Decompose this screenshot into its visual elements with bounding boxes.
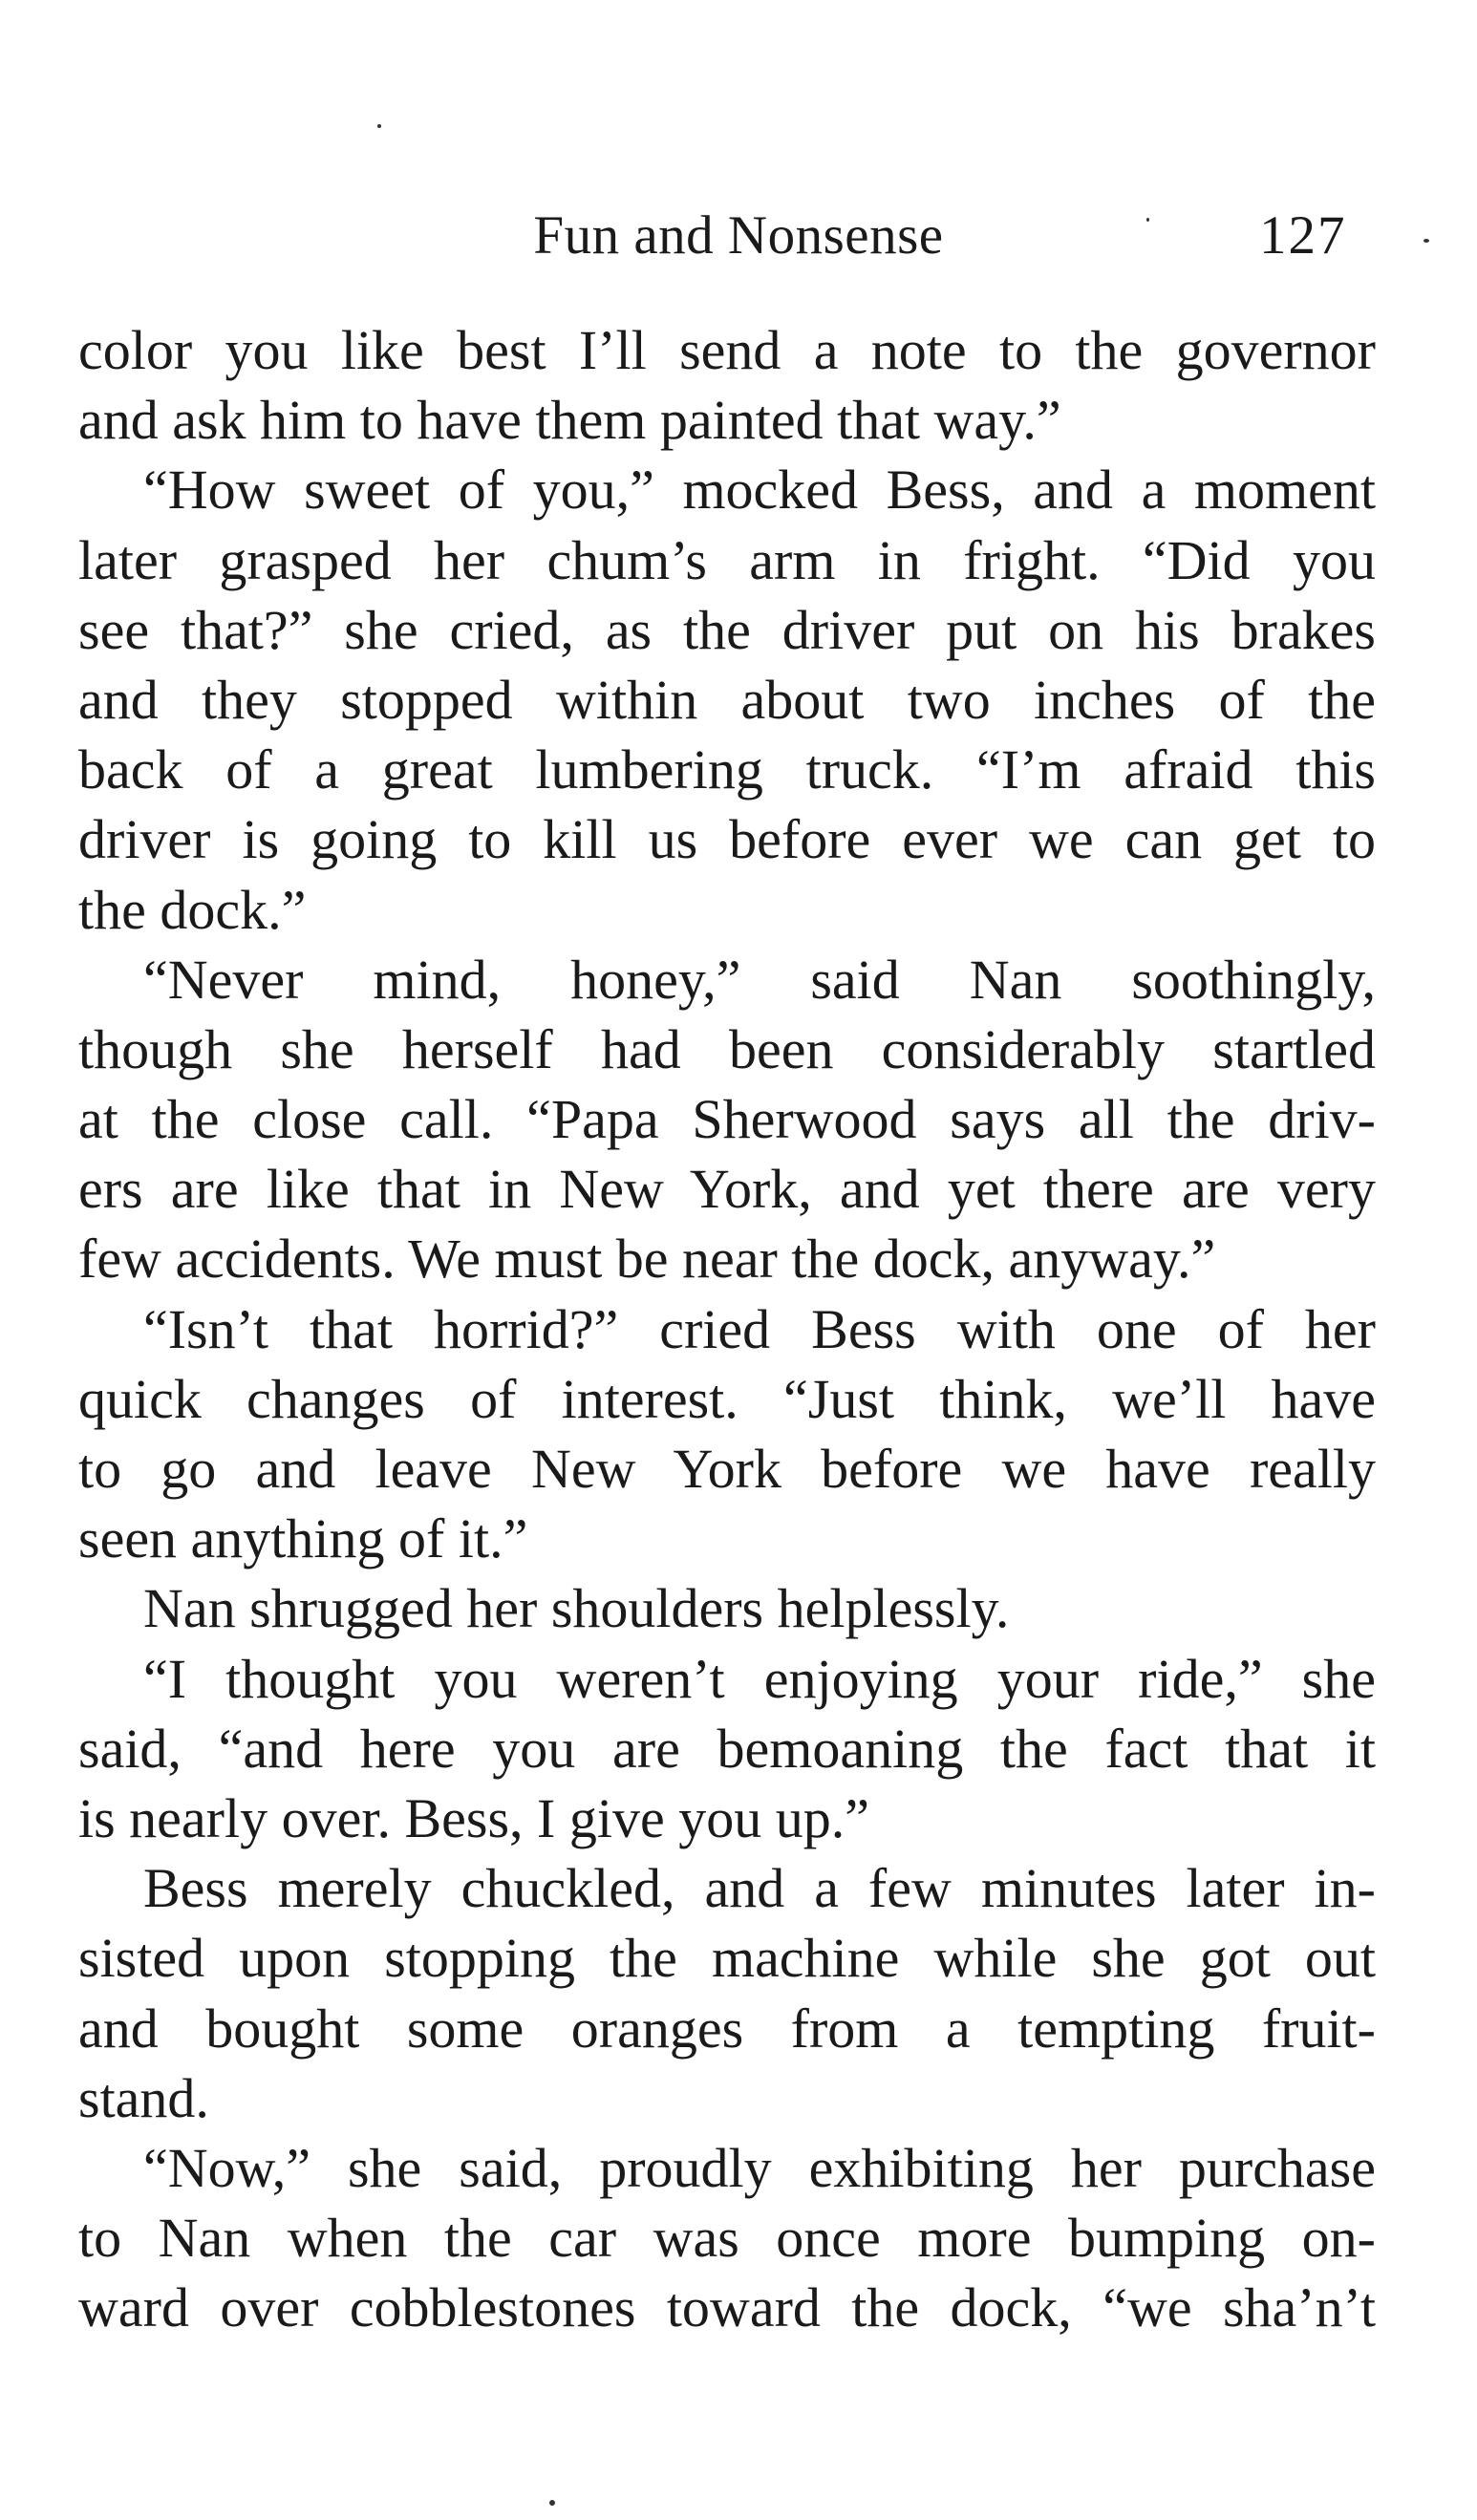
text-line: the dock.” — [78, 878, 307, 941]
page-number: 127 — [1259, 205, 1347, 266]
running-title: Fun and Nonsense — [533, 205, 944, 266]
text-line: ers are like that in New York, and yet there are very — [78, 1158, 1376, 1221]
text-line: said, “and here you are bemoaning the fact that it — [78, 1717, 1376, 1780]
text-line: at the close call. “Papa Sherwood says all the driv- — [78, 1088, 1376, 1151]
text-line: Nan shrugged her shoulders helplessly. — [143, 1577, 1010, 1640]
text-line: and they stopped within about two inches of the — [78, 668, 1376, 731]
text-line: “How sweet of you,” mocked Bess, and a moment — [143, 459, 1376, 522]
text-line: see that?” she cried, as the driver put on his brakes — [78, 598, 1376, 661]
text-line: driver is going to kill us before ever we can get to — [78, 808, 1376, 871]
text-line: though she herself had been considerably startled — [78, 1017, 1376, 1080]
text-line: ward over cobblestones toward the dock, “we sha’n’t — [78, 2276, 1376, 2339]
text-line: few accidents. We must be near the dock, anyway.” — [78, 1228, 1216, 1291]
ink-speck — [1146, 218, 1149, 222]
text-line: later grasped her chum’s arm in fright. “Did you — [78, 528, 1376, 591]
text-line: “Isn’t that horrid?” cried Bess with one of her — [143, 1297, 1376, 1360]
text-line: back of a great lumbering truck. “I’m afraid this — [78, 738, 1376, 801]
text-line: “I thought you weren’t enjoying your ride,” she — [143, 1647, 1376, 1710]
text-line: seen anything of it.” — [78, 1507, 528, 1570]
ink-speck — [549, 2500, 555, 2506]
text-line: stand. — [78, 2066, 209, 2129]
text-line: is nearly over. Bess, I give you up.” — [78, 1786, 869, 1849]
text-line: to Nan when the car was once more bumping on- — [78, 2207, 1376, 2270]
text-line: color you like best I’ll send a note to the governor — [78, 319, 1376, 381]
text-line: “Now,” she said, proudly exhibiting her purchase — [143, 2136, 1376, 2199]
text-line: to go and leave New York before we have really — [78, 1438, 1376, 1500]
ink-speck — [1423, 239, 1429, 243]
text-line: “Never mind, honey,” said Nan soothingly, — [143, 948, 1376, 1011]
running-head — [0, 203, 1477, 269]
text-line: and ask him to have them painted that way.” — [78, 389, 1061, 452]
text-line: Bess merely chuckled, and a few minutes later in- — [143, 1857, 1376, 1920]
ink-speck — [377, 124, 381, 128]
text-line: quick changes of interest. “Just think, we’ll have — [78, 1367, 1376, 1430]
body-text — [78, 315, 1376, 2342]
text-line: and bought some oranges from a tempting fruit- — [78, 1997, 1376, 2060]
text-line: sisted upon stopping the machine while she got out — [78, 1927, 1376, 1990]
